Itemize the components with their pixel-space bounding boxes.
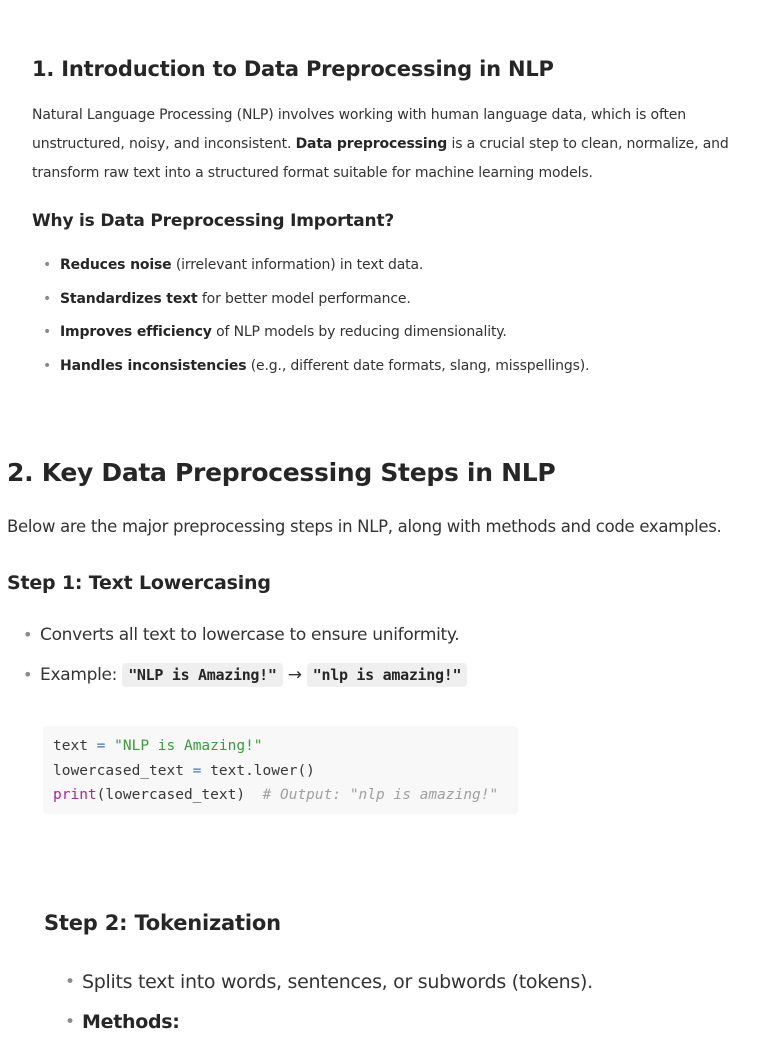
list-item xyxy=(65,962,593,1002)
section2-intro: Below are the major preprocessing steps in NLP, along with methods and code examples. xyxy=(7,517,722,536)
list-item-bold: Handles inconsistencies xyxy=(60,357,247,374)
list-item-text: Splits text into words, sentences, or subwords (tokens). xyxy=(82,971,593,993)
list-item xyxy=(43,249,589,283)
list-item-text: (e.g., different date formats, slang, misspellings). xyxy=(246,357,590,374)
list-item xyxy=(23,615,467,655)
section1-subheading: Why is Data Preprocessing Important? xyxy=(32,211,395,231)
step1-heading: Step 1: Text Lowercasing xyxy=(7,572,271,594)
list-item-text: Converts all text to lowercase to ensure uniformity. xyxy=(40,625,460,645)
list-item xyxy=(23,655,467,695)
section1-intro-text: Natural Language Processing (NLP) involves working with human language data, which is often unstructured, noisy, and inconsistent. xyxy=(32,107,686,152)
list-item-text: of NLP models by reducing dimensionality. xyxy=(211,324,507,340)
list-item xyxy=(65,1002,593,1042)
section1-intro-bold: Data preprocessing xyxy=(295,136,448,152)
step2-heading: Step 2: Tokenization xyxy=(44,911,281,935)
list-item xyxy=(43,350,590,384)
code-args: (lowercased_text) xyxy=(96,787,263,803)
example-label: Example: xyxy=(40,665,123,685)
section1-intro xyxy=(32,101,754,188)
code-variable: lowercased_text xyxy=(53,762,184,779)
bullet-icon: • xyxy=(23,665,33,684)
list-item-text: (irrelevant information) in text data. xyxy=(171,257,424,273)
code-expression: text.lower() xyxy=(210,762,315,779)
list-item-bold: Reduces noise xyxy=(60,257,172,273)
code-line xyxy=(53,787,498,803)
code-line xyxy=(53,763,315,779)
example-output-code: "nlp is amazing!" xyxy=(307,663,467,687)
code-string: "NLP is Amazing!" xyxy=(114,738,263,754)
bullet-icon: • xyxy=(23,625,33,644)
example-input-code: "NLP is Amazing!" xyxy=(122,663,282,687)
code-function: print xyxy=(53,787,97,803)
code-line xyxy=(53,738,263,754)
list-item xyxy=(43,316,589,350)
list-item-text: for better model performance. xyxy=(197,290,411,307)
code-variable: text xyxy=(53,738,88,754)
step2-list xyxy=(65,962,593,1042)
bullet-icon: • xyxy=(43,290,52,307)
bullet-icon: • xyxy=(43,324,52,340)
list-item-bold: Methods: xyxy=(82,1011,180,1033)
section2-heading: 2. Key Data Preprocessing Steps in NLP xyxy=(7,458,556,487)
code-operator: = xyxy=(183,762,211,779)
bullet-icon: • xyxy=(65,1012,75,1032)
code-operator: = xyxy=(87,738,115,754)
bullet-icon: • xyxy=(65,972,75,992)
code-block xyxy=(43,726,518,814)
importance-list xyxy=(43,249,590,383)
bullet-icon: • xyxy=(43,357,52,374)
arrow-icon: → xyxy=(282,665,307,685)
bullet-icon: • xyxy=(43,257,52,273)
section1-intro-text-2: is a crucial step to clean, normalize, and transform raw text into a structured format suitable for machine learning models. xyxy=(32,136,729,181)
list-item xyxy=(43,283,589,317)
section1-heading: 1. Introduction to Data Preprocessing in NLP xyxy=(32,57,554,81)
list-item-bold: Improves efficiency xyxy=(60,324,212,340)
list-item-bold: Standardizes text xyxy=(60,290,198,307)
code-comment: # Output: "nlp is amazing!" xyxy=(262,787,499,803)
step1-list xyxy=(23,615,467,695)
